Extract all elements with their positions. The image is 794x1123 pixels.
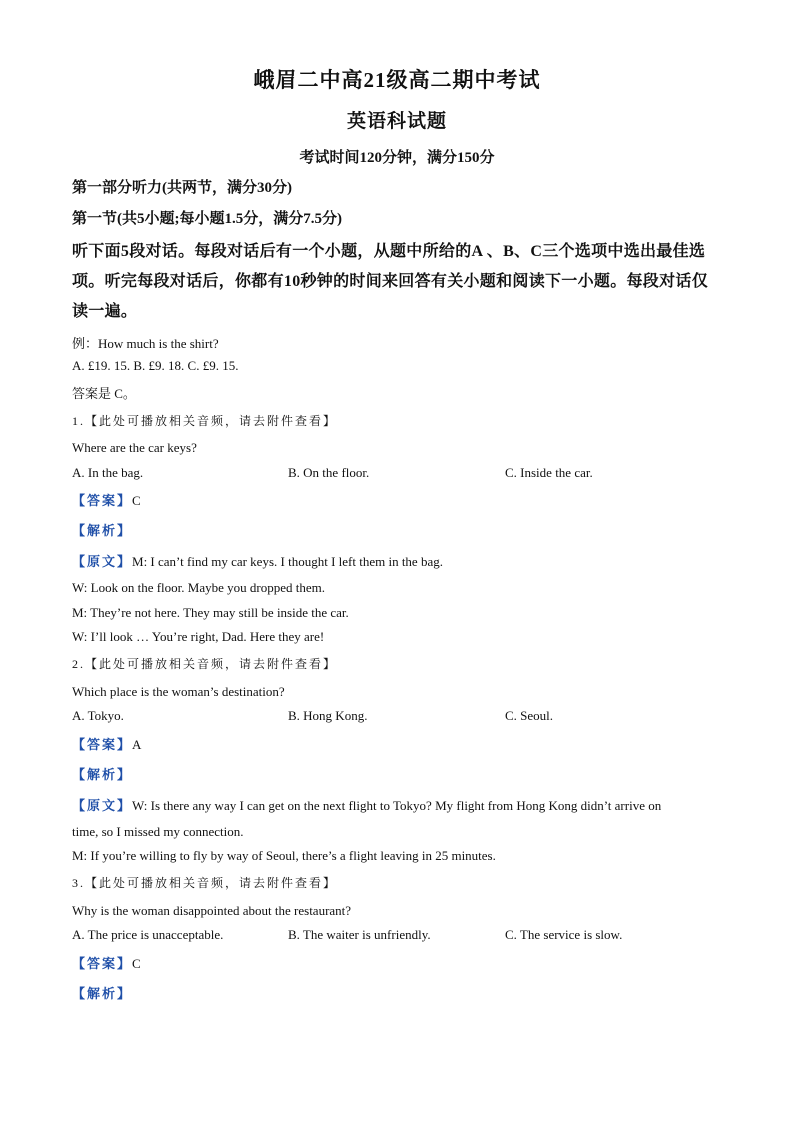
question-1-transcript-line-2: W: Look on the floor. Maybe you dropped them. xyxy=(72,580,325,595)
part-heading: 第一部分听力(共两节，满分30分) xyxy=(72,180,292,196)
question-1-option-a: A. In the bag. xyxy=(72,465,144,480)
answer-value: C xyxy=(132,956,141,971)
question-2-analysis xyxy=(72,764,132,783)
question-2-option-b: B. Hong Kong. xyxy=(288,708,368,723)
question-1-transcript-line-4: W: I’ll look … You’re right, Dad. Here they are! xyxy=(72,629,325,644)
question-2-option-a: A. Tokyo. xyxy=(72,708,124,723)
question-2-transcript-line-2: time, so I missed my connection. xyxy=(72,824,244,839)
answer-label: 【答案】 xyxy=(72,737,133,752)
answer-label: 【答案】 xyxy=(72,493,133,508)
answer-value: A xyxy=(132,737,142,752)
exam-info: 考试时间120分钟，满分150分 xyxy=(299,150,495,166)
question-3-option-b: B. The waiter is unfriendly. xyxy=(288,927,431,942)
section-heading: 第一节(共5小题;每小题1.5分，满分7.5分) xyxy=(72,211,342,227)
question-3-option-a: A. The price is unacceptable. xyxy=(72,927,224,942)
transcript-label: 【原文】 xyxy=(72,798,133,813)
question-2-stem: Which place is the woman’s destination? xyxy=(72,684,285,699)
question-1-answer xyxy=(72,490,141,509)
example-question: 例：How much is the shirt? xyxy=(72,336,219,351)
analysis-label: 【解析】 xyxy=(72,523,133,538)
question-2-header: 2.【此处可播放相关音频，请去附件查看】 xyxy=(72,657,338,671)
instructions-line-2: 项。听完每段对话后，你都有10秒钟的时间来回答有关小题和阅读下一小题。每段对话仅 xyxy=(72,273,709,290)
instructions-line-1: 听下面5段对话。每段对话后有一个小题，从题中所给的A 、B、C三个选项中选出最佳选 xyxy=(72,243,706,260)
question-1-transcript-line-1: 【原文】M: I can’t find my car keys. I thought I left them in the bag. xyxy=(72,554,443,569)
question-3-header: 3.【此处可播放相关音频，请去附件查看】 xyxy=(72,876,338,890)
example-options: A. £19. 15. B. £9. 18. C. £9. 15. xyxy=(72,358,239,373)
question-3-stem: Why is the woman disappointed about the restaurant? xyxy=(72,903,352,918)
analysis-label: 【解析】 xyxy=(72,986,133,1001)
question-1-header: 1.【此处可播放相关音频，请去附件查看】 xyxy=(72,414,338,428)
question-1-analysis xyxy=(72,520,132,539)
question-1-transcript-line-3: M: They’re not here. They may still be inside the car. xyxy=(72,605,349,620)
exam-title: 峨眉二中高21级高二期中考试 xyxy=(253,68,541,92)
answer-value: C xyxy=(132,493,141,508)
answer-label: 【答案】 xyxy=(72,956,133,971)
analysis-label: 【解析】 xyxy=(72,767,133,782)
question-1-option-c: C. Inside the car. xyxy=(505,465,593,480)
question-3-option-c: C. The service is slow. xyxy=(505,927,623,942)
question-2-transcript-line-3: M: If you’re willing to fly by way of Seoul, there’s a flight leaving in 25 minutes. xyxy=(72,848,496,863)
transcript-label: 【原文】 xyxy=(72,554,133,569)
question-2-answer xyxy=(72,734,141,753)
example-answer: 答案是 C。 xyxy=(72,386,136,401)
exam-subtitle: 英语科试题 xyxy=(346,111,447,132)
question-3-answer xyxy=(72,953,141,972)
question-1-option-b: B. On the floor. xyxy=(288,465,370,480)
instructions-line-3: 读一遍。 xyxy=(72,303,138,320)
question-1-stem: Where are the car keys? xyxy=(72,440,197,455)
question-2-transcript-line-1: 【原文】W: Is there any way I can get on the next flight to Tokyo? My flight from Hong Kong didn’t arrive on xyxy=(72,798,662,813)
question-2-option-c: C. Seoul. xyxy=(505,708,554,723)
question-3-analysis xyxy=(72,983,132,1002)
